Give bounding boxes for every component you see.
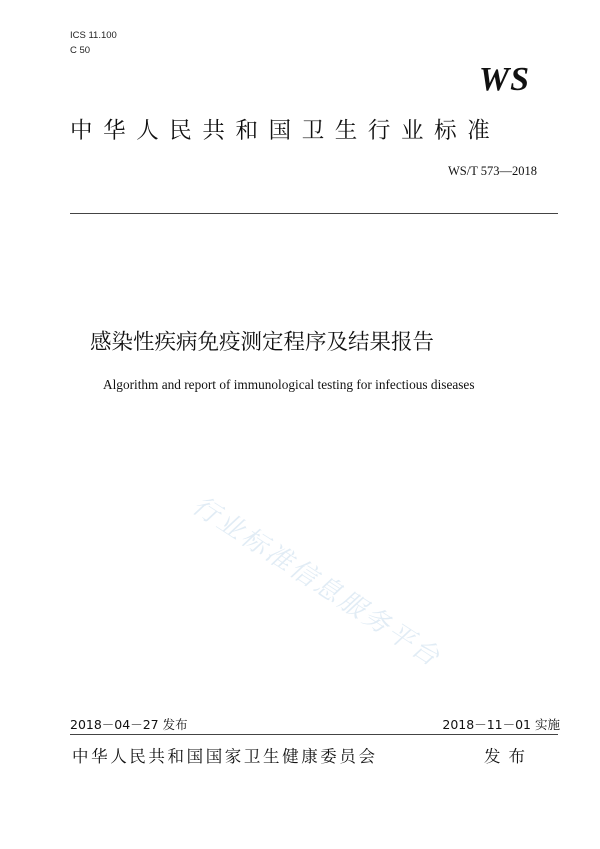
header-divider xyxy=(70,213,558,214)
issue-label: 发布 xyxy=(484,747,533,766)
implementation-date: 2018－11－01 实施 xyxy=(442,717,560,732)
industry-standard-title: 中华人民共和国卫生行业标准 xyxy=(70,118,501,144)
document-title-chinese: 感染性疾病免疫测定程序及结果报告 xyxy=(90,330,435,355)
document-title-english: Algorithm and report of immunological testing for infectious diseases xyxy=(103,377,475,392)
footer-divider xyxy=(70,734,558,735)
issuing-authority: 中华人民共和国国家卫生健康委员会 xyxy=(72,747,378,766)
standard-number: WS/T 573—2018 xyxy=(447,164,537,178)
issue-date: 2018－04－27 发布 xyxy=(70,717,188,732)
ccs-code: C 50 xyxy=(70,45,91,56)
ics-code: ICS 11.100 xyxy=(70,30,117,41)
watermark: 行业标准信息服务平台 xyxy=(186,490,447,674)
ws-logo: WS xyxy=(478,61,530,98)
